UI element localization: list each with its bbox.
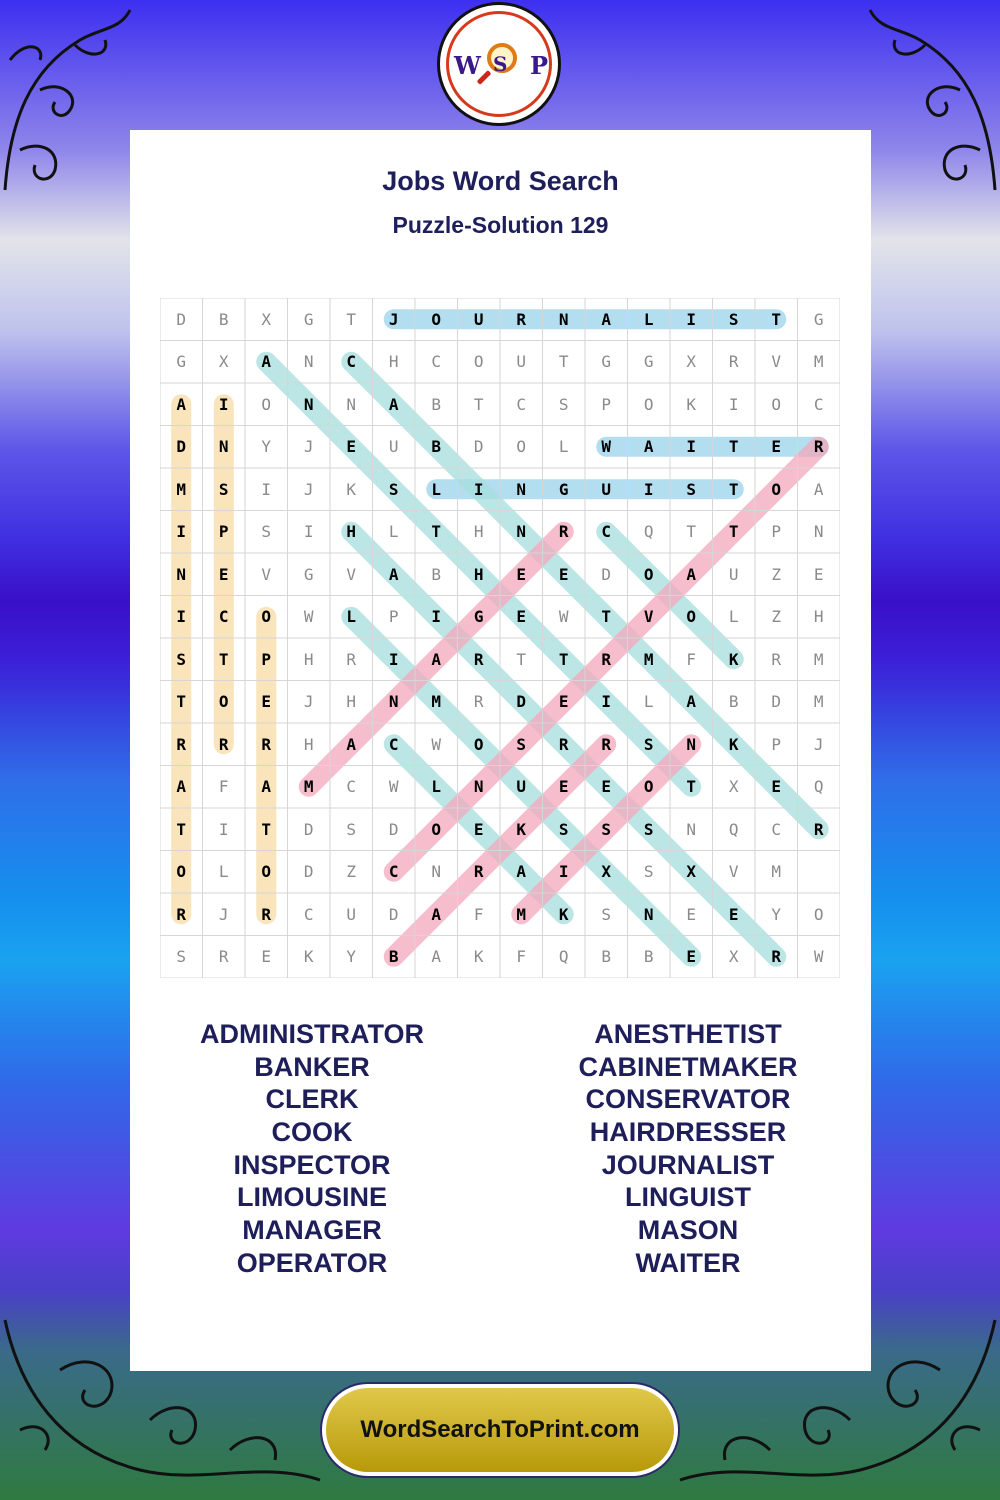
- grid-cell: S: [643, 862, 654, 882]
- grid-cell: E: [558, 564, 569, 584]
- grid-cell: R: [771, 649, 782, 669]
- grid-cell: A: [686, 692, 697, 712]
- grid-cell: I: [686, 309, 697, 329]
- grid-cell: S: [176, 649, 187, 669]
- grid-cell: N: [516, 522, 527, 542]
- grid-cell: M: [813, 352, 824, 372]
- grid-cell: A: [601, 309, 612, 329]
- word-list-item: MANAGER: [242, 1215, 382, 1246]
- grid-cell: A: [176, 394, 187, 414]
- grid-cell: B: [388, 947, 399, 967]
- grid-cell: A: [686, 564, 697, 584]
- grid-cell: S: [643, 819, 654, 839]
- puzzle-card: [130, 130, 871, 1371]
- grid-cell: W: [303, 607, 314, 627]
- word-list-item: LINGUIST: [625, 1182, 751, 1213]
- word-list-item: INSPECTOR: [233, 1149, 391, 1180]
- grid-cell: N: [388, 692, 399, 712]
- grid-cell: E: [558, 777, 569, 797]
- page-subtitle: Puzzle-Solution 129: [392, 212, 609, 238]
- grid-cell: Z: [771, 564, 782, 584]
- grid-cell: E: [516, 564, 527, 584]
- logo-letter-s: S: [493, 52, 508, 76]
- grid-cell: W: [601, 437, 612, 457]
- grid-cell: N: [643, 904, 654, 924]
- grid-cell: T: [261, 819, 272, 839]
- grid-cell: M: [813, 692, 824, 712]
- grid-cell: D: [303, 819, 314, 839]
- grid-cell: C: [218, 607, 229, 627]
- word-list-item: CLERK: [265, 1084, 359, 1115]
- grid-cell: O: [686, 607, 697, 627]
- grid-cell: T: [473, 394, 484, 414]
- grid-cell: O: [516, 437, 527, 457]
- grid-cell: D: [771, 692, 782, 712]
- grid-cell: P: [218, 522, 229, 542]
- grid-cell: T: [558, 649, 569, 669]
- grid-cell: O: [473, 734, 484, 754]
- grid-cell: E: [601, 777, 612, 797]
- grid-cell: H: [813, 607, 824, 627]
- grid-cell: L: [431, 479, 442, 499]
- word-list-item: MASON: [637, 1215, 739, 1246]
- grid-cell: L: [643, 692, 654, 712]
- grid-cell: X: [686, 862, 697, 882]
- grid-cell: B: [431, 437, 442, 457]
- grid-cell: B: [431, 394, 442, 414]
- grid-cell: Q: [643, 522, 654, 542]
- grid-cell: U: [516, 777, 527, 797]
- grid-cell: G: [303, 564, 314, 584]
- grid-cell: N: [176, 564, 187, 584]
- grid-cell: K: [728, 734, 739, 754]
- grid-cell: A: [388, 564, 399, 584]
- grid-cell: L: [346, 607, 357, 627]
- grid-cell: X: [601, 862, 612, 882]
- grid-cell: N: [218, 437, 229, 457]
- grid-cell: Q: [558, 947, 569, 967]
- grid-cell: P: [388, 607, 399, 627]
- grid-cell: I: [601, 692, 612, 712]
- grid-cell: R: [176, 734, 187, 754]
- grid-cell: R: [813, 437, 824, 457]
- grid-cell: R: [516, 309, 527, 329]
- grid-cell: G: [176, 352, 187, 372]
- grid-cell: D: [601, 564, 612, 584]
- grid-cell: I: [643, 479, 654, 499]
- grid-cell: M: [813, 649, 824, 669]
- grid-cell: X: [686, 352, 697, 372]
- word-list-item: WAITER: [635, 1247, 741, 1278]
- grid-cell: M: [771, 862, 782, 882]
- grid-cell: K: [516, 819, 527, 839]
- grid-cell: R: [473, 649, 484, 669]
- grid-cell: U: [516, 352, 527, 372]
- grid-cell: B: [728, 692, 739, 712]
- grid-cell: I: [218, 394, 229, 414]
- grid-cell: D: [516, 692, 527, 712]
- grid-cell: K: [303, 947, 314, 967]
- grid-cell: T: [218, 649, 229, 669]
- grid-cell: I: [388, 649, 399, 669]
- grid-cell: W: [558, 607, 569, 627]
- grid-cell: B: [601, 947, 612, 967]
- grid-cell: C: [771, 819, 782, 839]
- grid-cell: L: [643, 309, 654, 329]
- grid-cell: W: [388, 777, 399, 797]
- grid-cell: T: [728, 522, 739, 542]
- logo-letter-w: W: [454, 51, 481, 80]
- grid-cell: H: [388, 352, 399, 372]
- word-list-item: CABINETMAKER: [578, 1051, 798, 1082]
- grid-cell: D: [473, 437, 484, 457]
- grid-cell: Y: [261, 437, 272, 457]
- grid-cell: S: [601, 819, 612, 839]
- grid-cell: K: [728, 649, 739, 669]
- grid-cell: A: [431, 904, 442, 924]
- grid-cell: S: [218, 479, 229, 499]
- word-list-item: OPERATOR: [236, 1247, 388, 1278]
- grid-cell: O: [261, 862, 272, 882]
- grid-cell: E: [261, 692, 272, 712]
- grid-cell: M: [431, 692, 442, 712]
- grid-cell: V: [346, 564, 357, 584]
- grid-cell: H: [303, 734, 314, 754]
- grid-cell: R: [218, 947, 229, 967]
- grid-cell: Z: [771, 607, 782, 627]
- word-search-grid: [160, 298, 840, 978]
- grid-cell: S: [176, 947, 187, 967]
- grid-cell: O: [813, 904, 824, 924]
- grid-cell: K: [686, 394, 697, 414]
- grid-cell: F: [686, 649, 697, 669]
- grid-cell: U: [346, 904, 357, 924]
- grid-cell: S: [346, 819, 357, 839]
- grid-cell: P: [771, 522, 782, 542]
- site-logo: [437, 2, 561, 126]
- grid-cell: U: [388, 437, 399, 457]
- grid-cell: M: [303, 777, 314, 797]
- grid-cell: A: [643, 437, 654, 457]
- grid-cell: E: [516, 607, 527, 627]
- grid-cell: I: [261, 479, 272, 499]
- word-list-item: LIMOUSINE: [236, 1182, 387, 1213]
- grid-cell: O: [643, 564, 654, 584]
- grid-cell: E: [728, 904, 739, 924]
- grid-cell: T: [176, 819, 187, 839]
- grid-cell: C: [388, 734, 399, 754]
- grid-cell: A: [346, 734, 357, 754]
- grid-cell: S: [643, 734, 654, 754]
- grid-cell: C: [388, 862, 399, 882]
- grid-cell: N: [686, 734, 697, 754]
- grid-cell: T: [346, 309, 357, 329]
- grid-cell: C: [813, 394, 824, 414]
- grid-cell: H: [303, 649, 314, 669]
- grid-cell: R: [176, 904, 187, 924]
- grid-cell: Q: [813, 777, 824, 797]
- grid-cell: V: [261, 564, 272, 584]
- grid-cell: K: [346, 479, 357, 499]
- grid-cell: O: [473, 352, 484, 372]
- grid-cell: A: [176, 777, 187, 797]
- grid-cell: W: [813, 947, 824, 967]
- grid-cell: S: [601, 904, 612, 924]
- grid-cell: M: [643, 649, 654, 669]
- grid-cell: E: [813, 564, 824, 584]
- grid-cell: R: [813, 819, 824, 839]
- grid-cell: K: [473, 947, 484, 967]
- word-list-item: COOK: [271, 1117, 353, 1148]
- word-list-item: BANKER: [254, 1051, 370, 1082]
- grid-cell: X: [261, 309, 272, 329]
- grid-cell: S: [388, 479, 399, 499]
- word-list-item: CONSERVATOR: [585, 1084, 791, 1115]
- grid-cell: S: [516, 734, 527, 754]
- grid-cell: T: [601, 607, 612, 627]
- grid-cell: D: [176, 309, 187, 329]
- word-list-item: ADMINISTRATOR: [200, 1019, 424, 1049]
- grid-cell: X: [218, 352, 229, 372]
- grid-cell: L: [388, 522, 399, 542]
- grid-cell: V: [728, 862, 739, 882]
- grid-cell: F: [516, 947, 527, 967]
- grid-cell: S: [558, 819, 569, 839]
- grid-cell: C: [346, 777, 357, 797]
- grid-cell: S: [686, 479, 697, 499]
- grid-cell: N: [686, 819, 697, 839]
- grid-cell: Y: [346, 947, 357, 967]
- grid-cell: I: [558, 862, 569, 882]
- word-list-item: HAIRDRESSER: [589, 1117, 787, 1148]
- grid-cell: L: [431, 777, 442, 797]
- grid-cell: N: [303, 394, 314, 414]
- grid-cell: O: [431, 819, 442, 839]
- grid-cell: V: [643, 607, 654, 627]
- grid-cell: K: [558, 904, 569, 924]
- grid-cell: J: [303, 692, 314, 712]
- grid-cell: T: [686, 522, 697, 542]
- grid-cell: A: [261, 352, 272, 372]
- grid-cell: O: [261, 394, 272, 414]
- grid-cell: G: [601, 352, 612, 372]
- word-list-item: ANESTHETIST: [594, 1019, 782, 1049]
- grid-cell: L: [728, 607, 739, 627]
- grid-cell: G: [303, 309, 314, 329]
- grid-cell: O: [771, 479, 782, 499]
- grid-cell: I: [686, 437, 697, 457]
- grid-cell: I: [303, 522, 314, 542]
- grid-cell: C: [303, 904, 314, 924]
- grid-cell: C: [346, 352, 357, 372]
- grid-cell: I: [473, 479, 484, 499]
- site-link-label: WordSearchToPrint.com: [326, 1388, 674, 1472]
- grid-cell: Q: [728, 819, 739, 839]
- grid-cell: E: [473, 819, 484, 839]
- grid-cell: B: [643, 947, 654, 967]
- grid-cell: P: [601, 394, 612, 414]
- grid-cell: J: [303, 479, 314, 499]
- grid-cell: N: [431, 862, 442, 882]
- grid-cell: Y: [771, 904, 782, 924]
- grid-cell: E: [771, 437, 782, 457]
- grid-cell: N: [516, 479, 527, 499]
- grid-cell: A: [516, 862, 527, 882]
- grid-cell: S: [261, 522, 272, 542]
- grid-cell: H: [346, 522, 357, 542]
- grid-cell: C: [516, 394, 527, 414]
- grid-cell: M: [516, 904, 527, 924]
- grid-cell: D: [388, 819, 399, 839]
- grid-cell: O: [218, 692, 229, 712]
- grid-cell: J: [813, 734, 824, 754]
- grid-cell: U: [473, 309, 484, 329]
- site-link-button[interactable]: [322, 1384, 678, 1476]
- grid-cell: R: [473, 862, 484, 882]
- grid-cell: B: [431, 564, 442, 584]
- grid-cell: F: [218, 777, 229, 797]
- grid-cell: D: [388, 904, 399, 924]
- grid-cell: R: [601, 734, 612, 754]
- grid-cell: G: [558, 479, 569, 499]
- grid-cell: R: [473, 692, 484, 712]
- word-list-right: [548, 1018, 828, 1280]
- page-title: Jobs Word Search: [382, 166, 619, 196]
- grid-cell: I: [728, 394, 739, 414]
- grid-cell: D: [176, 437, 187, 457]
- grid-cell: E: [261, 947, 272, 967]
- grid-cell: T: [516, 649, 527, 669]
- grid-cell: B: [218, 309, 229, 329]
- grid-cell: F: [473, 904, 484, 924]
- grid-cell: O: [431, 309, 442, 329]
- grid-cell: C: [601, 522, 612, 542]
- grid-cell: O: [643, 394, 654, 414]
- grid-cell: U: [728, 564, 739, 584]
- grid-cell: G: [813, 309, 824, 329]
- word-list-item: JOURNALIST: [601, 1149, 775, 1180]
- grid-cell: I: [218, 819, 229, 839]
- grid-cell: P: [261, 649, 272, 669]
- grid-cell: H: [346, 692, 357, 712]
- grid-cell: O: [261, 607, 272, 627]
- grid-cell: D: [303, 862, 314, 882]
- grid-cell: T: [771, 309, 782, 329]
- grid-cell: L: [558, 437, 569, 457]
- grid-cell: A: [431, 649, 442, 669]
- grid-cell: R: [728, 352, 739, 372]
- grid-cell: J: [388, 309, 399, 329]
- grid-cell: S: [728, 309, 739, 329]
- grid-cell: N: [813, 522, 824, 542]
- grid-cell: R: [261, 734, 272, 754]
- grid-cell: E: [218, 564, 229, 584]
- grid-cell: J: [218, 904, 229, 924]
- grid-cell: G: [643, 352, 654, 372]
- grid-cell: T: [728, 437, 739, 457]
- grid-cell: V: [771, 352, 782, 372]
- grid-cell: A: [388, 394, 399, 414]
- grid-cell: R: [771, 947, 782, 967]
- grid-cell: T: [728, 479, 739, 499]
- grid-cell: A: [813, 479, 824, 499]
- grid-cell: O: [643, 777, 654, 797]
- word-list-left: [172, 1018, 452, 1280]
- grid-cell: T: [176, 692, 187, 712]
- grid-cell: E: [771, 777, 782, 797]
- grid-cell: R: [558, 522, 569, 542]
- corner-ornament-top-left: [0, 0, 140, 200]
- grid-cell: E: [686, 904, 697, 924]
- grid-cell: I: [431, 607, 442, 627]
- grid-cell: H: [473, 522, 484, 542]
- grid-cell: I: [176, 522, 187, 542]
- grid-cell: E: [346, 437, 357, 457]
- grid-cell: L: [218, 862, 229, 882]
- grid-cell: T: [558, 352, 569, 372]
- grid-cell: I: [176, 607, 187, 627]
- logo-letter-p: P: [530, 51, 549, 80]
- grid-cell: A: [261, 777, 272, 797]
- grid-cell: R: [261, 904, 272, 924]
- grid-cell: O: [176, 862, 187, 882]
- grid-cell: H: [473, 564, 484, 584]
- grid-cell: R: [601, 649, 612, 669]
- grid-cell: N: [303, 352, 314, 372]
- grid-cell: N: [346, 394, 357, 414]
- grid-cell: N: [558, 309, 569, 329]
- grid-cell: X: [728, 777, 739, 797]
- grid-cell: E: [686, 947, 697, 967]
- grid-cell: A: [431, 947, 442, 967]
- grid-cell: U: [601, 479, 612, 499]
- grid-cell: O: [771, 394, 782, 414]
- grid-cell: P: [771, 734, 782, 754]
- grid-cell: Z: [346, 862, 357, 882]
- grid-cell: R: [558, 734, 569, 754]
- grid-cell: G: [473, 607, 484, 627]
- grid-cell: R: [218, 734, 229, 754]
- grid-cell: N: [473, 777, 484, 797]
- grid-cell: C: [431, 352, 442, 372]
- grid-cell: M: [176, 479, 187, 499]
- grid-cell: E: [558, 692, 569, 712]
- grid-cell: W: [431, 734, 442, 754]
- grid-cell: R: [346, 649, 357, 669]
- grid-cell: X: [728, 947, 739, 967]
- grid-cell: T: [431, 522, 442, 542]
- grid-cell: S: [558, 394, 569, 414]
- grid-cell: J: [303, 437, 314, 457]
- grid-cell: T: [686, 777, 697, 797]
